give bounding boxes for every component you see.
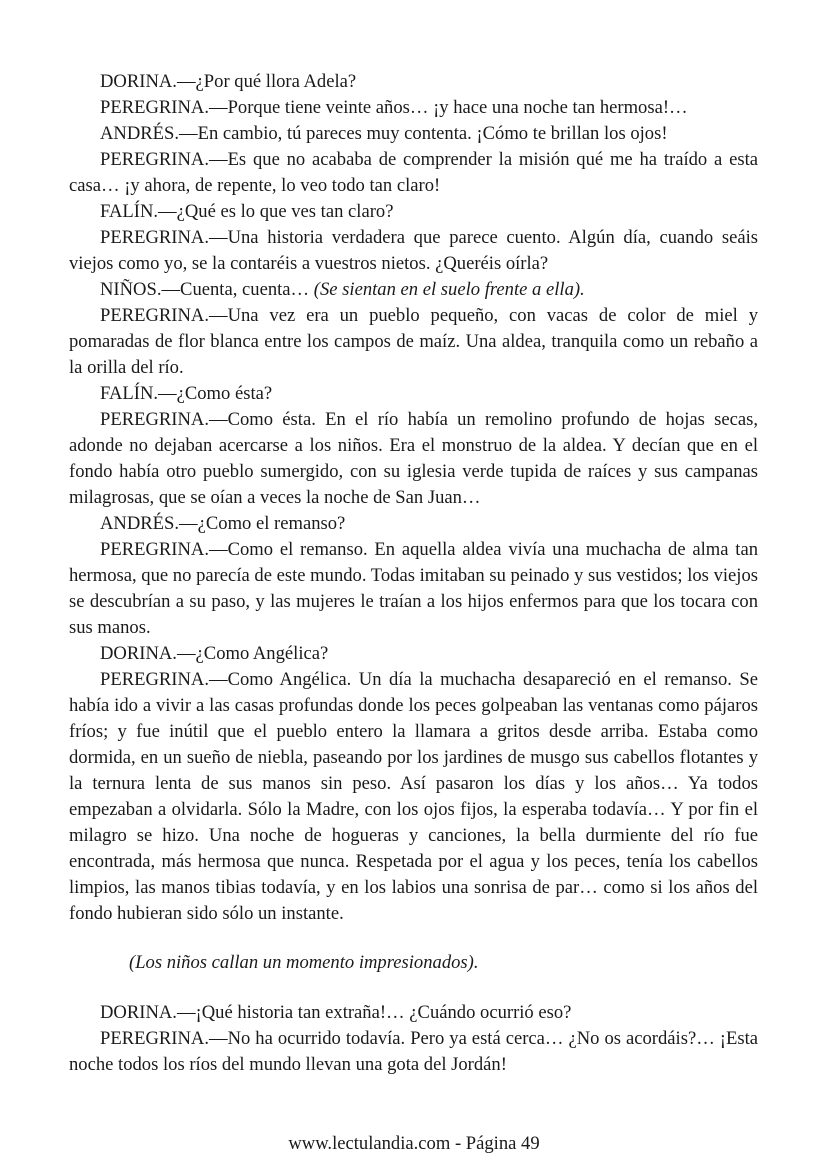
dialogue-paragraph: PEREGRINA.—Es que no acababa de comprender la misión qué me ha traído a esta casa… ¡y ahora, de repente, lo veo todo tan claro! xyxy=(69,149,758,196)
dialogue-paragraph: PEREGRINA.—Como Angélica. Un día la muchacha desapareció en el remanso. Se había ido a vivir a las casas profundas donde los peces golpeaban las ventanas como pájaros fríos; y fue inútil que el pueblo entero la llamara a gritos desde arriba. Estaba como dormida, en un sueño de niebla, paseando por los jardines de musgo sus cabellos flotantes y la ternura lenta de sus manos sin peso. Así pasaron los días y los años… Ya todos empezaban a olvidarla. Sólo la Madre, con los ojos fijos, la esperaba todavía… Y por fin el milagro se hizo. Una noche de hogueras y canciones, la bella durmiente del río fue encontrada, más hermosa que nunca. Respetada por el agua y los peces, tenía los cabellos limpios, las manos tibias todavía, y en los labios una sonrisa de par… como si los años del fondo hubieran sido sólo un instante. xyxy=(69,669,758,924)
dialogue-paragraph: FALÍN.—¿Como ésta? xyxy=(100,383,273,404)
dialogue-paragraph: PEREGRINA.—Como ésta. En el río había un remolino profundo de hojas secas, adonde no dejaban acercarse a los niños. Era el monstruo de la aldea. Y decían que en el fondo había otro pueblo sumergido, con su iglesia verde tupida de raíces y sus campanas milagrosas, que se oían a veces la noche de San Juan… xyxy=(69,409,758,508)
dialogue-paragraph: PEREGRINA.—Como el remanso. En aquella aldea vivía una muchacha de alma tan hermosa, que no parecía de este mundo. Todas imitaban su peinado y sus vestidos; los viejos se descubrían a su paso, y las mujeres le traían a los hijos enfermos para que los tocara con sus manos. xyxy=(69,539,758,638)
dialogue-paragraph: DORINA.—¿Como Angélica? xyxy=(100,643,329,664)
stage-direction: (Los niños callan un momento impresionados). xyxy=(129,952,479,973)
dialogue-paragraph: ANDRÉS.—En cambio, tú pareces muy contenta. ¡Cómo te brillan los ojos! xyxy=(100,123,668,144)
page-body xyxy=(69,69,758,1078)
inline-stage-direction: (Se sientan en el suelo frente a ella). xyxy=(313,279,585,300)
dialogue-paragraph: PEREGRINA.—Una vez era un pueblo pequeño, con vacas de color de miel y pomaradas de flor blanca entre los campos de maíz. Una aldea, tranquila como un rebaño a la orilla del río. xyxy=(69,305,758,378)
dialogue-paragraph: PEREGRINA.—Una historia verdadera que parece cuento. Algún día, cuando seáis viejos como yo, se la contaréis a vuestros nietos. ¿Queréis oírla? xyxy=(69,227,758,274)
dialogue-paragraph xyxy=(69,277,758,303)
dialogue-paragraph: ANDRÉS.—¿Como el remanso? xyxy=(100,513,346,534)
dialogue-paragraph: PEREGRINA.—Porque tiene veinte años… ¡y hace una noche tan hermosa!… xyxy=(100,97,688,118)
dialogue-paragraph: DORINA.—¡Qué historia tan extraña!… ¿Cuándo ocurrió eso? xyxy=(100,1002,572,1023)
page-footer: www.lectulandia.com - Página 49 xyxy=(288,1133,540,1154)
dialogue-text: NIÑOS.—Cuenta, cuenta… xyxy=(100,279,314,300)
dialogue-paragraph: DORINA.—¿Por qué llora Adela? xyxy=(100,71,357,92)
dialogue-paragraph: PEREGRINA.—No ha ocurrido todavía. Pero ya está cerca… ¿No os acordáis?… ¡Esta noche todos los ríos del mundo llevan una gota del Jordán! xyxy=(69,1028,758,1075)
dialogue-paragraph: FALÍN.—¿Qué es lo que ves tan claro? xyxy=(100,201,394,222)
